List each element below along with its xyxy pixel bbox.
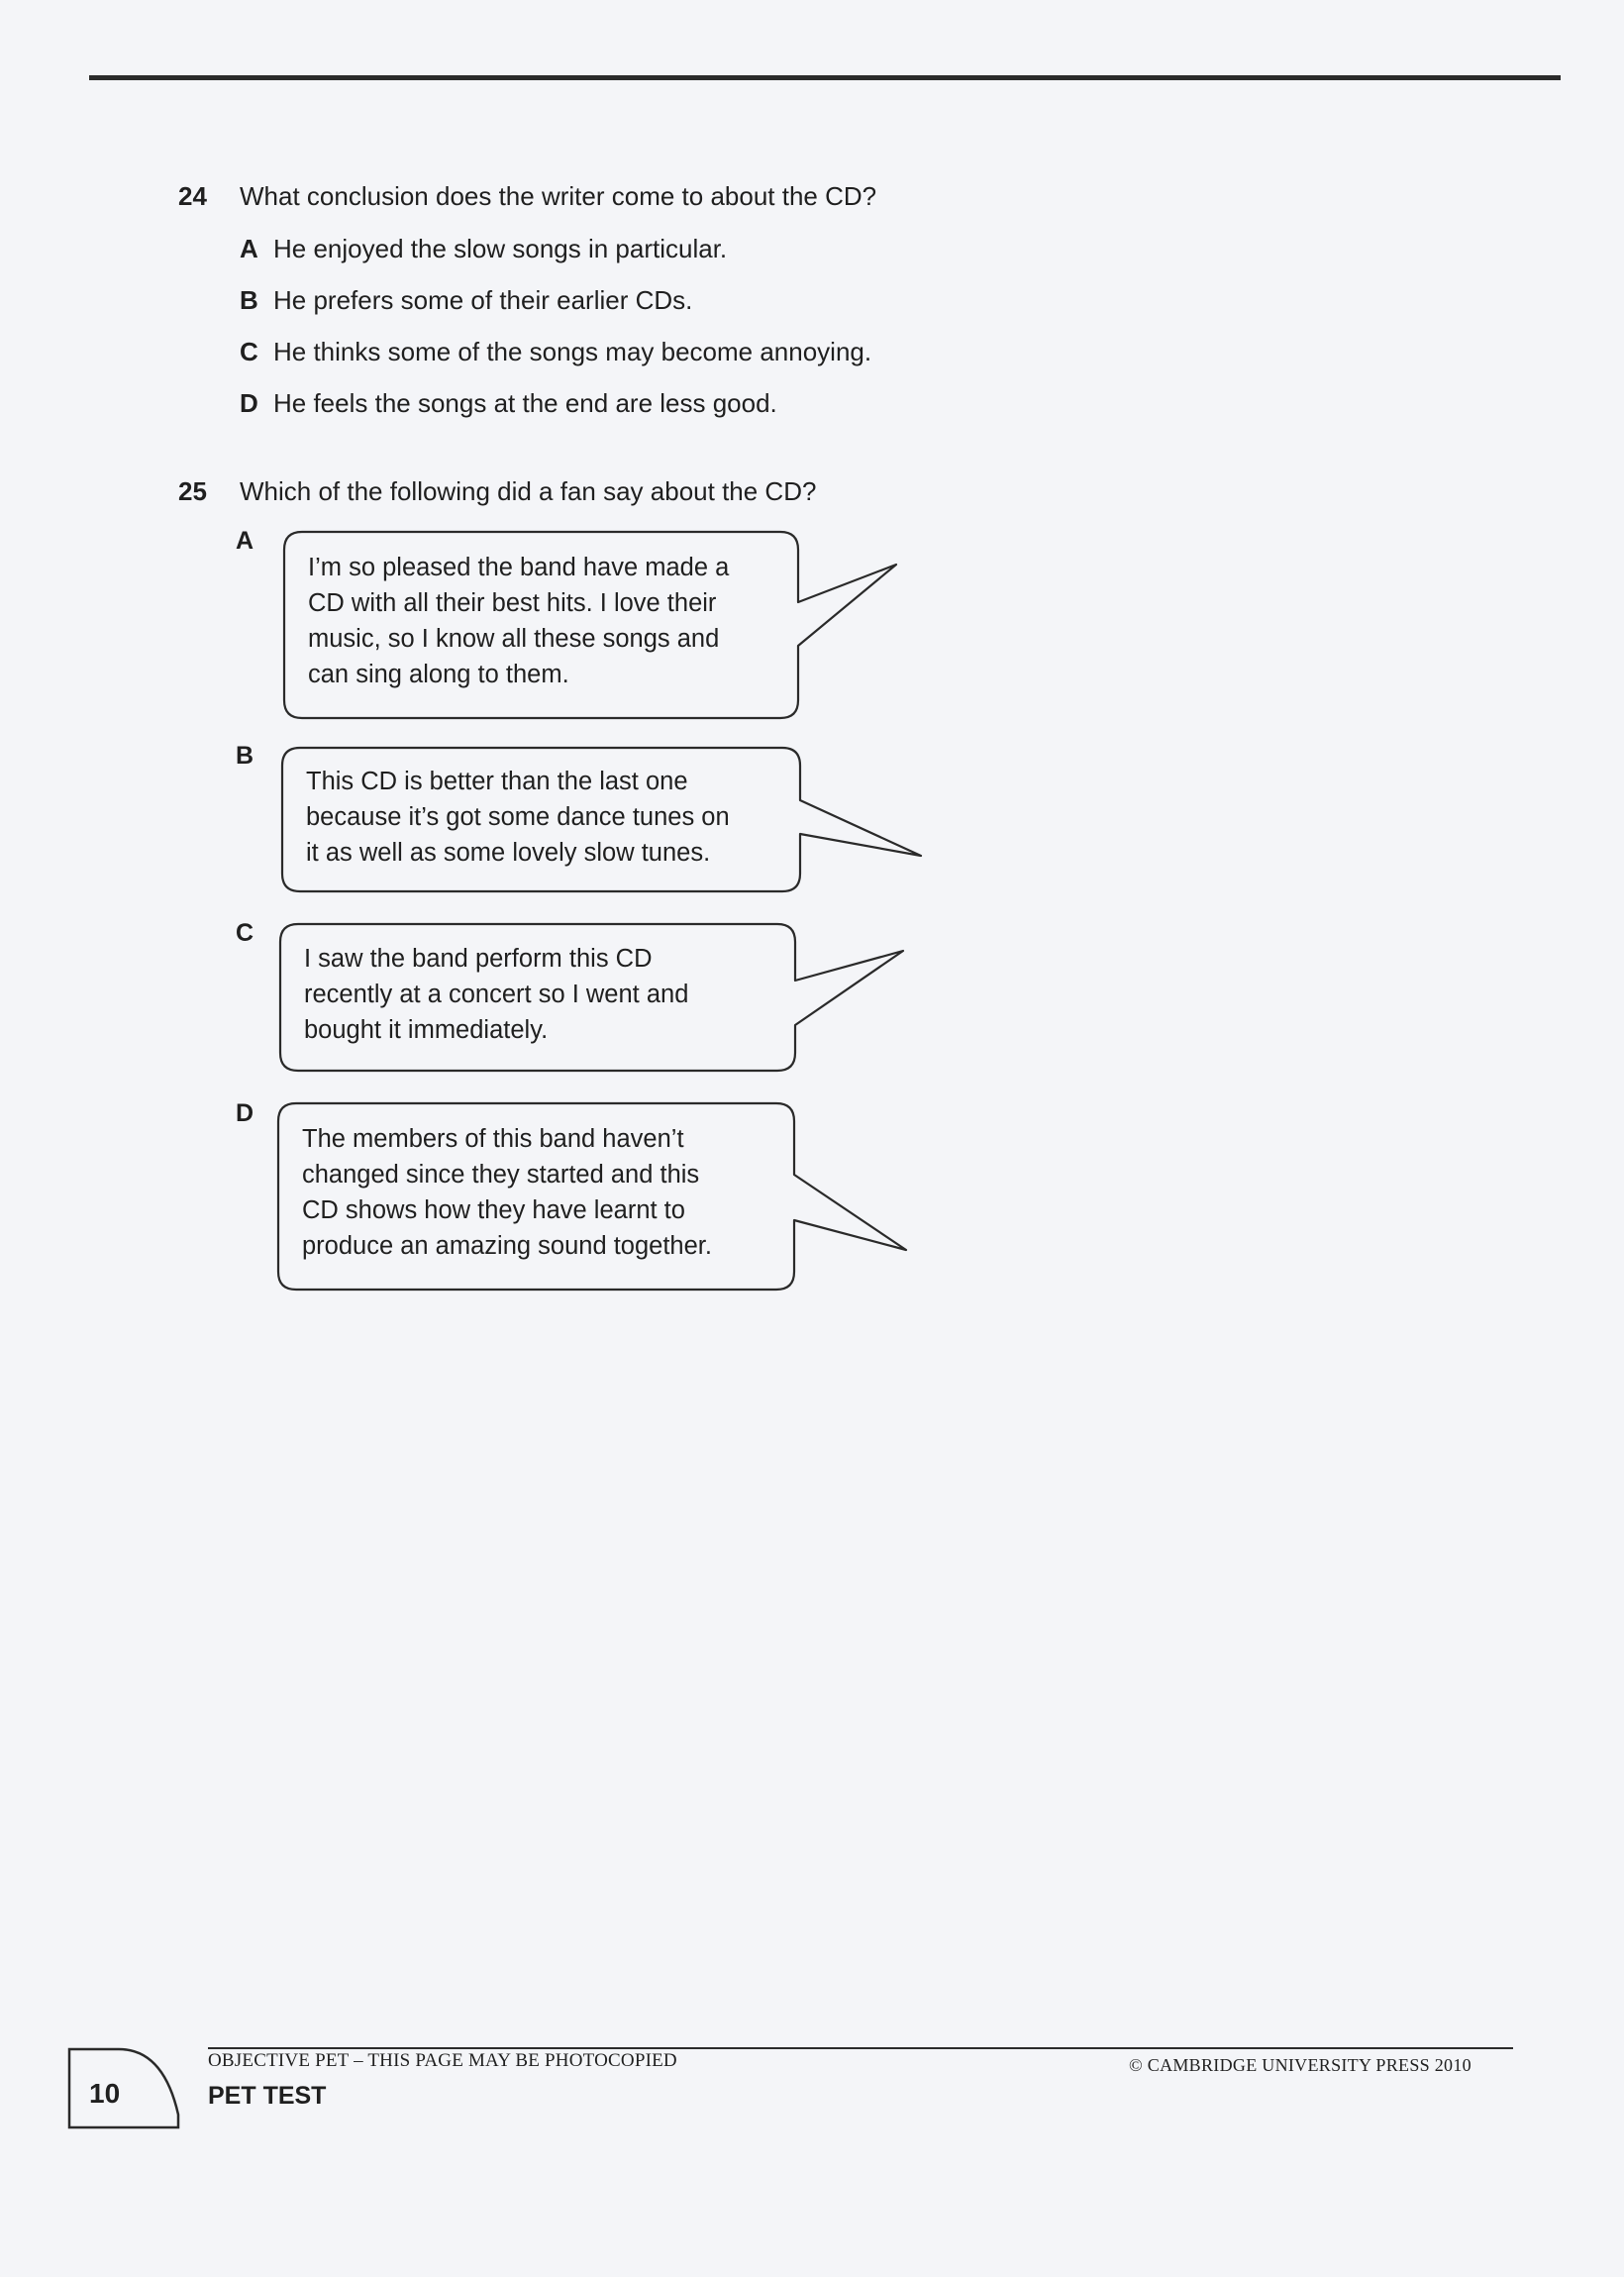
bubble-line: music, so I know all these songs and [308,625,720,653]
bubble-line: I saw the band perform this CD [304,945,653,973]
bubble-line: bought it immediately. [304,1016,549,1044]
bubble-line: This CD is better than the last one [306,768,688,795]
footer-rule [208,2047,1513,2049]
bubble-line: CD shows how they have learnt to [302,1196,685,1224]
option-letter: A [240,234,258,263]
option-letter-25b: B [236,742,254,770]
bubble-line: produce an amazing sound together. [302,1232,712,1260]
option-letter-25c: C [236,919,254,947]
option-letter: B [240,285,258,315]
question-number: 24 [178,181,207,211]
option-text: He feels the songs at the end are less good. [273,388,777,418]
option-text: He prefers some of their earlier CDs. [273,285,693,315]
footer-section-title: PET TEST [208,2082,327,2110]
bubble-line: changed since they started and this [302,1161,700,1189]
option-letter: D [240,388,258,418]
option-letter-25d: D [236,1099,254,1127]
question-stem: Which of the following did a fan say about the CD? [240,476,817,506]
option-letter-25a: A [236,527,254,555]
bubble-line: can sing along to them. [308,661,569,688]
option-letter: C [240,337,258,366]
bubble-line: recently at a concert so I went and [304,981,689,1008]
question-stem: What conclusion does the writer come to about the CD? [240,181,877,211]
question-number: 25 [178,476,207,506]
option-text: He enjoyed the slow songs in particular. [273,234,728,263]
bubble-line: it as well as some lovely slow tunes. [306,839,711,867]
footer-photocopy-note: OBJECTIVE PET – THIS PAGE MAY BE PHOTOCOPIED [208,2050,677,2071]
footer-copyright: © CAMBRIDGE UNIVERSITY PRESS 2010 [1129,2055,1472,2075]
bubble-line: I’m so pleased the band have made a [308,554,730,581]
bubble-line: The members of this band haven’t [302,1125,684,1153]
bubble-line: because it’s got some dance tunes on [306,803,730,831]
option-text: He thinks some of the songs may become annoying. [273,337,872,366]
bubble-line: CD with all their best hits. I love their [308,589,717,617]
page-number: 10 [89,2078,121,2109]
